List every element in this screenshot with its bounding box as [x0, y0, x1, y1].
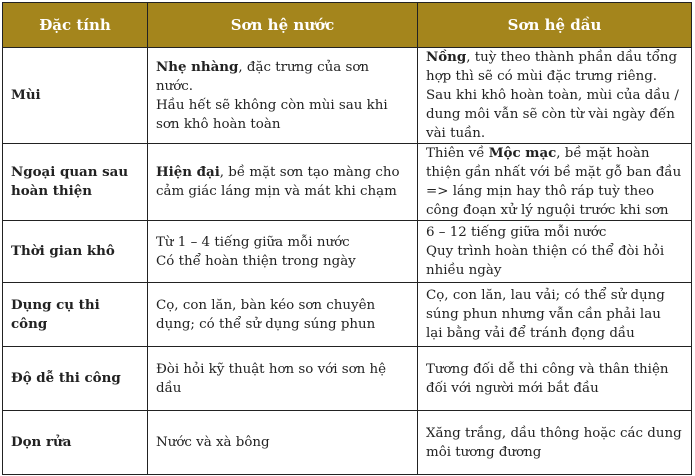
cell-line: [156, 115, 409, 134]
oil-paint-cell: [418, 411, 692, 475]
cell-line: [426, 360, 683, 379]
line-text: đối với người mới bắt đầu: [426, 380, 599, 396]
header-water-paint: Sơn hệ nước: [148, 3, 418, 48]
header-oil-paint: Sơn hệ dầu: [418, 3, 692, 48]
emphasis-text: Nồng: [426, 49, 467, 65]
cell-line: [156, 360, 409, 379]
header-row: [3, 3, 692, 48]
cell-line: [156, 252, 409, 271]
cell-line: [426, 286, 683, 305]
water-paint-cell: [148, 144, 418, 221]
emphasis-text: Mộc mạc: [488, 145, 557, 162]
cell-line: [156, 163, 409, 182]
line-text: Sau khi khô hoàn toàn, mùi của dầu /: [426, 88, 679, 104]
line-text: dụng; có thể sử dụng súng phun: [156, 316, 376, 332]
line-text: hợp thì sẽ có mùi đặc trưng riêng.: [426, 69, 658, 85]
line-text: , bề mặt sơn tạo màng cho: [219, 165, 400, 181]
cell-line: [156, 433, 409, 452]
cell-line: [426, 124, 683, 143]
cell-line: [156, 58, 409, 96]
cell-line: [426, 424, 683, 443]
line-text: dung môi vẫn sẽ còn từ vài ngày đến: [426, 107, 675, 123]
emphasis-text: Hiện đại: [156, 164, 220, 181]
cell-line: [426, 305, 683, 324]
feature-label-line: Dọn rửa: [11, 434, 72, 451]
water-paint-cell: [148, 283, 418, 347]
table-row: [3, 221, 692, 283]
cell-line: [426, 105, 683, 124]
line-prefix: Thiên về: [426, 146, 489, 162]
cell-line: [156, 233, 409, 252]
line-text: cảm giác láng mịn và mát khi chạm: [156, 184, 397, 200]
cell-line: [156, 96, 409, 115]
cell-line: [426, 163, 683, 182]
feature-cell: [3, 411, 148, 475]
line-text: 6 – 12 tiếng giữa mỗi nước: [426, 225, 607, 241]
feature-label-line: Mùi: [11, 87, 41, 104]
water-paint-cell: [148, 48, 418, 144]
line-text: nhiều ngày: [426, 263, 502, 279]
line-text: môi tương đương: [426, 444, 542, 460]
water-paint-cell: [148, 221, 418, 283]
table-row: [3, 283, 692, 347]
line-text: lại bằng vải để tránh đọng dầu: [426, 326, 635, 342]
feature-label-line: Độ dễ thi công: [11, 370, 121, 387]
feature-cell: [3, 144, 148, 221]
line-text: súng phun nhưng vẫn cần phải lau: [426, 307, 661, 323]
water-paint-cell: [148, 411, 418, 475]
line-text: , đặc trưng của sơn nước.: [156, 59, 370, 94]
cell-line: [156, 296, 409, 315]
feature-label-line: Ngoại quan sau: [11, 164, 129, 181]
oil-paint-cell: [418, 48, 692, 144]
feature-label-line: hoàn thiện: [11, 183, 93, 200]
feature-cell: [3, 347, 148, 411]
cell-line: [426, 443, 683, 462]
line-text: Đòi hỏi kỹ thuật hơn so với sơn hệ: [156, 361, 387, 377]
cell-line: [156, 182, 409, 201]
table-row: [3, 48, 692, 144]
line-text: Tương đối dễ thi công và thân thiện: [426, 361, 669, 377]
feature-label-line: Dụng cụ thi công: [11, 296, 100, 332]
cell-line: [426, 182, 683, 201]
cell-line: [426, 324, 683, 343]
feature-label-line: Thời gian khô: [11, 243, 115, 260]
line-text: sơn khô hoàn toàn: [156, 116, 281, 132]
cell-line: [426, 242, 683, 261]
line-text: Cọ, con lăn, bàn kéo sơn chuyên: [156, 297, 376, 313]
cell-line: [426, 379, 683, 398]
line-text: Có thể hoàn thiện trong ngày: [156, 253, 356, 269]
line-text: Cọ, con lăn, lau vải; có thể sử dụng: [426, 288, 665, 304]
cell-line: [426, 67, 683, 86]
cell-line: [426, 261, 683, 280]
table-row: [3, 144, 692, 221]
comparison-table: [2, 2, 692, 475]
cell-line: [426, 144, 683, 163]
feature-cell: [3, 48, 148, 144]
table-body: [3, 48, 692, 475]
feature-cell: [3, 221, 148, 283]
water-paint-cell: [148, 347, 418, 411]
cell-line: [426, 223, 683, 242]
table-row: [3, 411, 692, 475]
feature-cell: [3, 283, 148, 347]
line-text: dầu: [156, 380, 182, 396]
line-text: Xăng trắng, dầu thông hoặc các dung: [426, 425, 682, 441]
line-text: Nước và xà bông: [156, 435, 270, 451]
cell-line: [156, 379, 409, 398]
cell-line: [156, 315, 409, 334]
oil-paint-cell: [418, 221, 692, 283]
table-row: [3, 347, 692, 411]
header-feature: Đặc tính: [3, 3, 148, 48]
line-text: thiện gần nhất với bề mặt gỗ ban đầu: [426, 165, 682, 181]
cell-line: [426, 86, 683, 105]
line-text: => láng mịn hay thô ráp tuỳ theo: [426, 184, 655, 200]
cell-line: [426, 201, 683, 220]
line-text: vài tuần.: [426, 126, 486, 142]
oil-paint-cell: [418, 347, 692, 411]
oil-paint-cell: [418, 144, 692, 221]
line-text: , bề mặt hoàn: [556, 146, 650, 162]
cell-line: [426, 48, 683, 67]
line-text: Hầu hết sẽ không còn mùi sau khi: [156, 97, 388, 113]
oil-paint-cell: [418, 283, 692, 347]
line-text: Quy trình hoàn thiện có thể đòi hỏi: [426, 244, 665, 260]
line-text: , tuỳ theo thành phần dầu tổng: [466, 50, 678, 65]
emphasis-text: Nhẹ nhàng: [156, 58, 239, 75]
line-text: công đoạn xử lý nguội trước khi sơn: [426, 203, 669, 219]
line-text: Từ 1 – 4 tiếng giữa mỗi nước: [156, 234, 350, 250]
